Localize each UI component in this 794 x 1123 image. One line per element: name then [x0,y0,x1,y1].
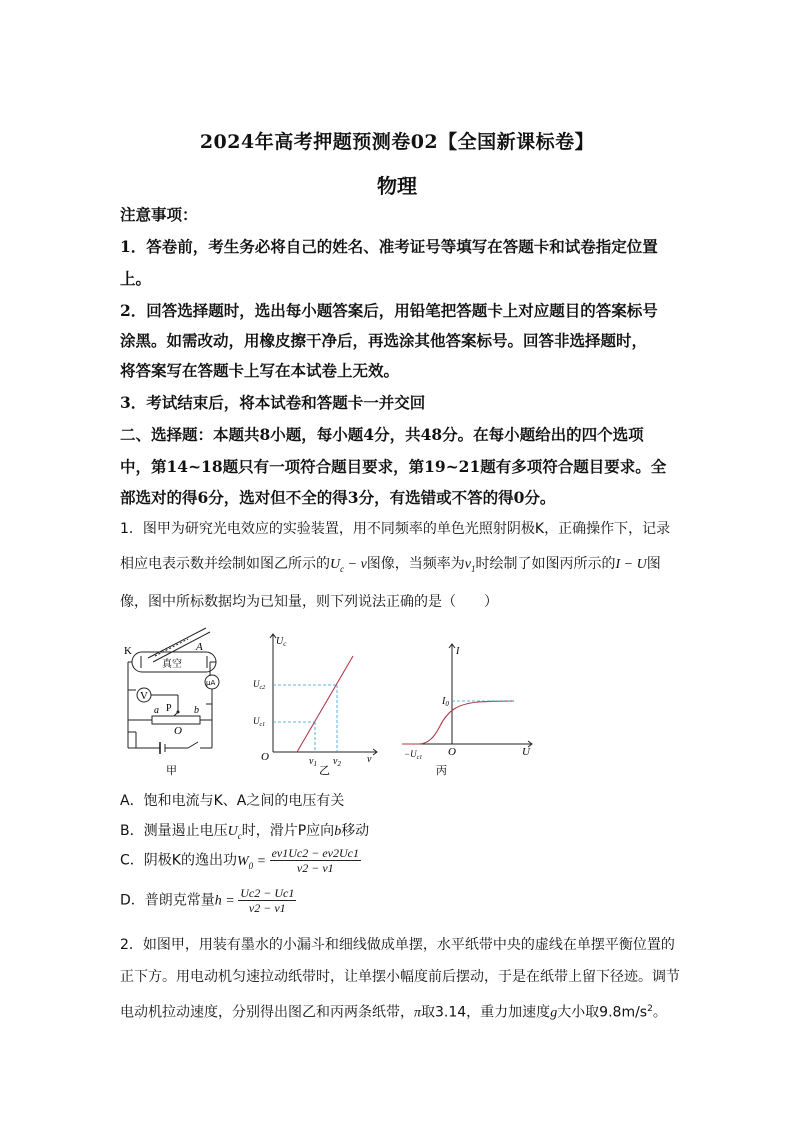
svg-text:b: b [194,705,199,716]
svg-text:A: A [196,641,203,653]
q2-stem-line-3: 电动机拉动速度，分别得出图乙和丙两条纸带，π取3.14，重力加速度g大小取$9.8m/s^2$。 [120,1004,667,1021]
q1-stem-line-2: 相应电表示数并绘制如图乙所示的$U_c - \nu$图像，当频率为$\nu_1$时绘制了如图丙所示的I − U图 [120,556,661,574]
svg-text:V: V [140,690,148,702]
svg-text:P: P [166,703,172,714]
q1-option-d-formula: $\frac{Uc2 - Uc1}{\nu 2 - \nu 1}$ [240,886,295,915]
svg-text:Uc: $U_c$ [276,636,287,648]
q1-stem-line-1: 1．图甲为研究光电效应的实验装置，用不同频率的单色光照射阴极K，正确操作下，记录 [120,521,671,537]
svg-text:丙: 丙 [436,764,447,777]
svg-text:μA: μA [206,679,216,687]
notice-heading: 注意事项： [120,205,198,224]
svg-text:a: a [154,705,159,716]
notice-item-2-line-2: 涂黑。如需改动，用橡皮擦干净后，再选涂其他答案标号。回答非选择题时， [120,331,648,350]
svg-text:U: U [522,746,530,758]
notice-item-2-line-1: 2．回答选择题时，选出每小题答案后，用铅笔把答题卡上对应题目的答案标号 [120,301,658,320]
q1-option-d: D．普朗克常量h = $\frac{Uc2 - Uc1}{\nu 2 - \nu 1}$ [120,886,295,915]
svg-text:乙: 乙 [319,764,330,777]
q1-figure-bing-i-u-graph [398,638,538,780]
q1-stem-line-3: 像，图中所标数据均为已知量，则下列说法正确的是（ ） [120,594,498,610]
q2-stem-line-1: 2．如图甲，用装有墨水的小漏斗和细线做成单摆，水平纸带中央的虚线在单摆平衡位置的 [120,937,675,953]
svg-text:−Uc1: $-U_{c1}$ [404,749,423,761]
notice-item-1-line-2: 上。 [120,269,152,288]
notice-item-1-line-1: 1．答卷前，考生务必将自己的姓名、准考证号等填写在答题卡和试卷指定位置 [120,237,658,256]
exam-title: 2024年高考押题预测卷02【全国新课标卷】 [199,131,595,153]
q2-stem-line-2: 正下方。用电动机匀速拉动纸带时，让单摆小幅度前后摆动，于是在纸带上留下径迹。调节 [120,969,680,985]
svg-text:真空: 真空 [162,659,182,670]
q1-option-c-formula: $\frac{e\nu 1Uc2 - e\nu 2Uc1}{\nu 2 - \nu 1}$ [271,846,359,875]
svg-text:ν: ν [367,754,372,765]
q1-option-a: A．饱和电流与K、A之间的电压有关 [120,793,345,809]
q1-figure-yi-uc-nu-graph [245,630,385,780]
q1-figure-jia-circuit [118,624,236,780]
q1-option-b: B．测量遏止电压$U_c$时，滑片P应向b移动 [120,823,370,841]
svg-text:O: O [174,725,182,737]
section-intro-line-1: 二、选择题：本题共8小题，每小题4分，共48分。在每小题给出的四个选项 [120,425,644,444]
svg-text:K: K [124,645,132,657]
svg-text:I0: $I_0$ [442,696,449,708]
svg-text:O: O [448,746,456,758]
svg-text:O: O [261,751,269,763]
subject-title: 物理 [377,174,417,198]
notice-item-2-line-3: 将答案写在答题卡上写在本试卷上无效。 [120,361,400,380]
svg-text:ν2: $\nu_2$ [333,756,341,768]
svg-text:I: I [456,646,460,657]
svg-text:Uc1: $U_{c1}$ [253,716,266,728]
notice-item-3: 3．考试结束后，将本试卷和答题卡一并交回 [120,393,426,412]
section-intro-line-2: 中，第14~18题只有一项符合题目要求，第19~21题有多项符合题目要求。全 [120,457,667,476]
q1-option-c: C．阴极K的逸出功$W_0$ = $\frac{e\nu 1Uc2 - e\nu 2Uc1}{\nu 2 - \nu 1}$ [120,846,359,875]
svg-text:甲: 甲 [166,764,177,777]
svg-text:Uc2: $U_{c2}$ [253,679,266,691]
section-intro-line-3: 部选对的得6分，选对但不全的得3分，有选错或不答的得0分。 [120,488,556,507]
svg-text:ν1: $\nu_1$ [309,756,317,768]
